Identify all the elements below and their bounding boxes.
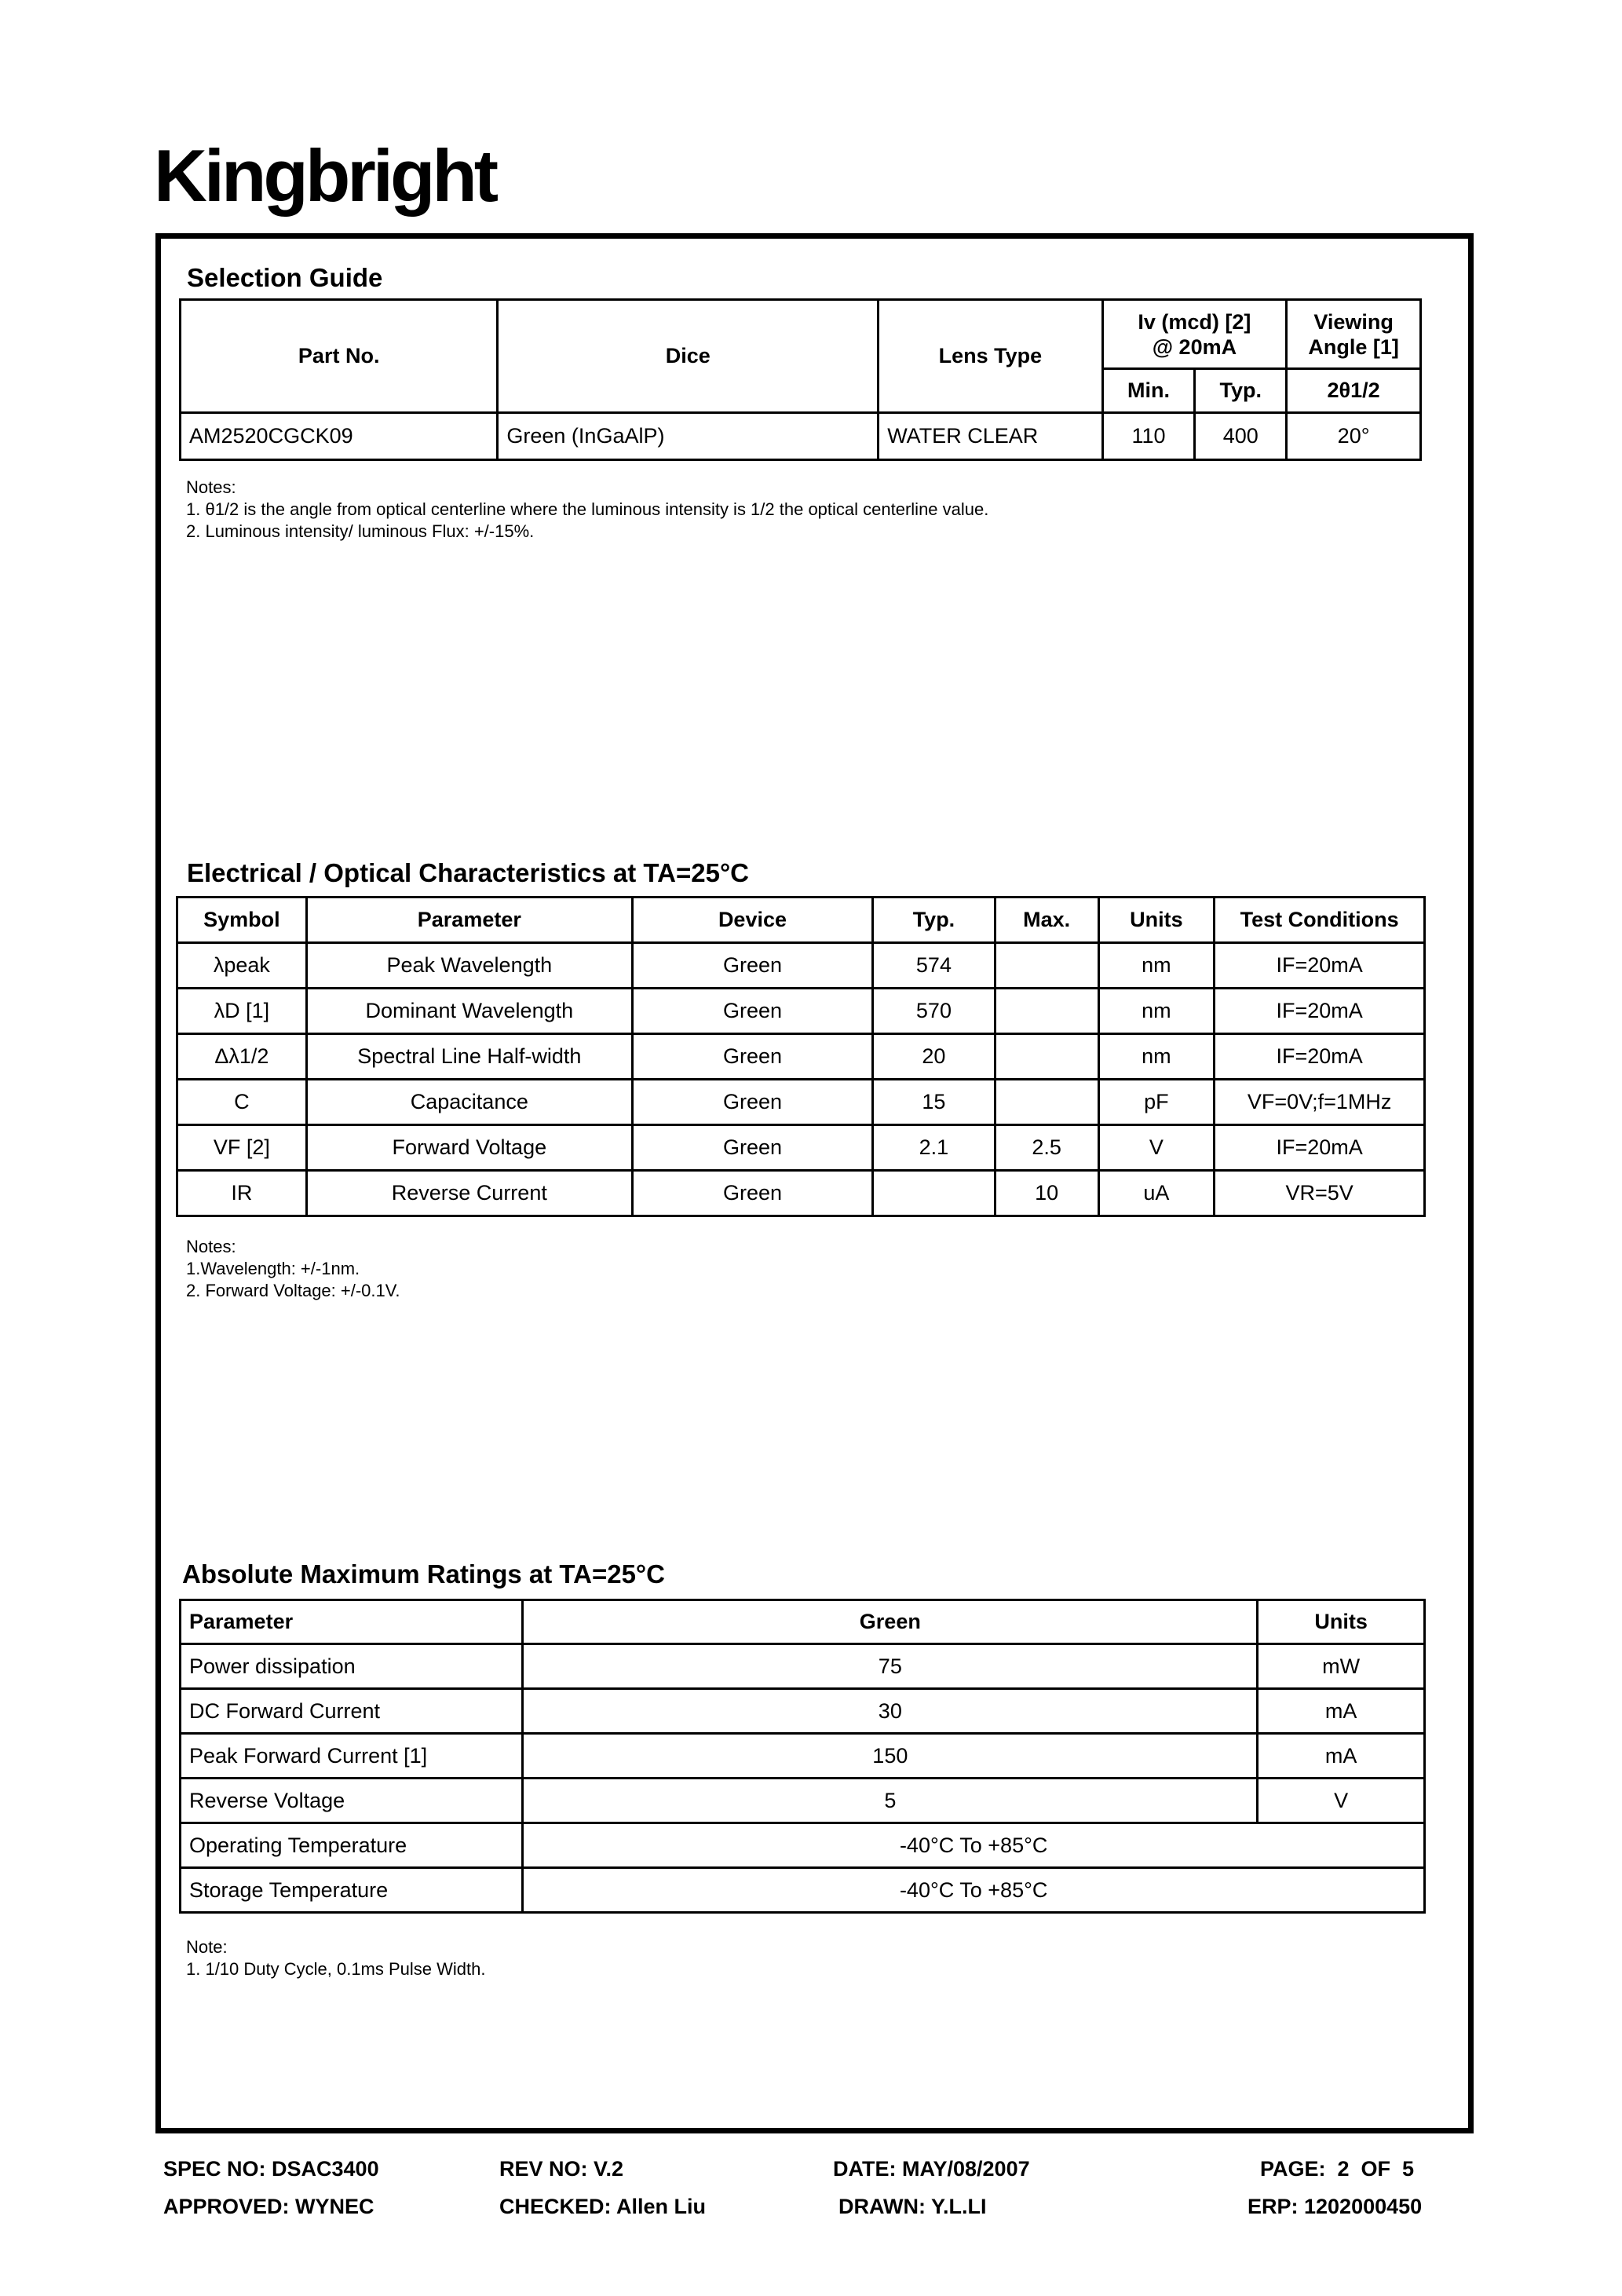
- table-cell: Peak Forward Current [1]: [181, 1734, 523, 1779]
- note-line: Notes:: [186, 1237, 236, 1256]
- note-line: 1. 1/10 Duty Cycle, 0.1ms Pulse Width.: [186, 1959, 486, 1979]
- header-iv: Iv (mcd) [2] @ 20mA: [1102, 300, 1287, 369]
- drawn: DRAWN: Y.L.LI: [838, 2195, 987, 2218]
- cell-angle: 20°: [1287, 413, 1421, 460]
- table-row: [177, 989, 1425, 1034]
- cell-typ: 400: [1195, 413, 1287, 460]
- table-cell: 30: [523, 1689, 1258, 1734]
- table-cell: 20: [873, 1034, 995, 1080]
- table-row: [177, 1034, 1425, 1080]
- table-cell: IR: [177, 1171, 307, 1216]
- table-cell: Operating Temperature: [181, 1823, 523, 1868]
- kingbright-logo: Kingbright: [154, 134, 496, 217]
- table-row: [181, 1644, 1425, 1689]
- table-row: [181, 1868, 1425, 1913]
- table-row: [181, 1734, 1425, 1779]
- table-cell: 150: [523, 1734, 1258, 1779]
- table-cell: 2.5: [995, 1125, 1098, 1171]
- cell-lens: WATER CLEAR: [879, 413, 1102, 460]
- absolute-title: Absolute Maximum Ratings at TA=25°C: [182, 1559, 665, 1589]
- table-cell: Reverse Current: [306, 1171, 632, 1216]
- table-cell: DC Forward Current: [181, 1689, 523, 1734]
- table-row: [177, 1080, 1425, 1125]
- header-dice: Dice: [498, 300, 879, 413]
- table-cell: mW: [1258, 1644, 1425, 1689]
- approved: APPROVED: WYNEC: [163, 2195, 374, 2218]
- note-line: 1.Wavelength: +/-1nm.: [186, 1259, 360, 1278]
- table-cell: -40°C To +85°C: [523, 1868, 1425, 1913]
- table-cell: IF=20mA: [1215, 1034, 1425, 1080]
- table-cell: nm: [1098, 1034, 1215, 1080]
- table-cell: Peak Wavelength: [306, 943, 632, 989]
- table-row: [177, 1125, 1425, 1171]
- cell-part-no: AM2520CGCK09: [181, 413, 498, 460]
- table-row: [181, 1823, 1425, 1868]
- absolute-header: Parameter: [181, 1600, 523, 1644]
- table-cell: V: [1098, 1125, 1215, 1171]
- table-cell: [873, 1171, 995, 1216]
- absolute-header: Green: [523, 1600, 1258, 1644]
- table-cell: VF=0V;f=1MHz: [1215, 1080, 1425, 1125]
- table-cell: Green: [632, 1080, 872, 1125]
- absolute-header: Units: [1258, 1600, 1425, 1644]
- spec-no: SPEC NO: DSAC3400: [163, 2157, 379, 2181]
- table-cell: [995, 989, 1098, 1034]
- table-cell: nm: [1098, 989, 1215, 1034]
- table-cell: 5: [523, 1779, 1258, 1823]
- table-cell: 2.1: [873, 1125, 995, 1171]
- note-line: 2. Forward Voltage: +/-0.1V.: [186, 1281, 400, 1300]
- table-header-row: [181, 1600, 1425, 1644]
- table-cell: Δλ1/2: [177, 1034, 307, 1080]
- table-cell: Green: [632, 943, 872, 989]
- table-cell: IF=20mA: [1215, 989, 1425, 1034]
- cell-dice: Green (InGaAlP): [498, 413, 879, 460]
- table-cell: Capacitance: [306, 1080, 632, 1125]
- table-cell: C: [177, 1080, 307, 1125]
- electrical-header: Typ.: [873, 898, 995, 943]
- note-line: Note:: [186, 1937, 228, 1957]
- table-cell: 570: [873, 989, 995, 1034]
- table-cell: Green: [632, 1034, 872, 1080]
- table-cell: 15: [873, 1080, 995, 1125]
- table-cell: Power dissipation: [181, 1644, 523, 1689]
- table-cell: Dominant Wavelength: [306, 989, 632, 1034]
- absolute-notes: [186, 1936, 486, 1980]
- table-cell: Storage Temperature: [181, 1868, 523, 1913]
- erp-number: ERP: 1202000450: [1248, 2195, 1423, 2218]
- selection-guide-table: [179, 298, 1422, 461]
- table-cell: VF [2]: [177, 1125, 307, 1171]
- electrical-header: Max.: [995, 898, 1098, 943]
- electrical-header: Units: [1098, 898, 1215, 943]
- table-cell: Spectral Line Half-width: [306, 1034, 632, 1080]
- date: DATE: MAY/08/2007: [833, 2157, 1030, 2181]
- table-row: [177, 1171, 1425, 1216]
- cell-min: 110: [1102, 413, 1195, 460]
- selection-notes: [186, 477, 988, 543]
- table-cell: [995, 1034, 1098, 1080]
- table-cell: uA: [1098, 1171, 1215, 1216]
- checked: CHECKED: Allen Liu: [499, 2195, 706, 2218]
- table-cell: λD [1]: [177, 989, 307, 1034]
- table-cell: Forward Voltage: [306, 1125, 632, 1171]
- header-typ: Typ.: [1195, 369, 1287, 413]
- electrical-header: Device: [632, 898, 872, 943]
- table-cell: nm: [1098, 943, 1215, 989]
- table-cell: λpeak: [177, 943, 307, 989]
- table-cell: Green: [632, 989, 872, 1034]
- table-cell: pF: [1098, 1080, 1215, 1125]
- table-cell: mA: [1258, 1734, 1425, 1779]
- electrical-table: [176, 896, 1426, 1217]
- table-row: [181, 413, 1421, 460]
- table-row: [181, 1689, 1425, 1734]
- rev-no: REV NO: V.2: [499, 2157, 624, 2181]
- note-line: 2. Luminous intensity/ luminous Flux: +/-15%.: [186, 521, 535, 541]
- page-number: PAGE: 2 OF 5: [1260, 2157, 1415, 2181]
- electrical-header: Symbol: [177, 898, 307, 943]
- note-line: Notes:: [186, 477, 236, 497]
- table-cell: mA: [1258, 1689, 1425, 1734]
- table-cell: [995, 943, 1098, 989]
- table-cell: 75: [523, 1644, 1258, 1689]
- header-part-no: Part No.: [181, 300, 498, 413]
- electrical-notes: [186, 1236, 400, 1302]
- absolute-table: [179, 1599, 1426, 1914]
- table-cell: Green: [632, 1171, 872, 1216]
- header-viewing-angle: Viewing Angle [1]: [1287, 300, 1421, 369]
- table-cell: VR=5V: [1215, 1171, 1425, 1216]
- table-cell: 574: [873, 943, 995, 989]
- header-theta: 2θ1/2: [1287, 369, 1421, 413]
- table-cell: 10: [995, 1171, 1098, 1216]
- table-cell: Reverse Voltage: [181, 1779, 523, 1823]
- table-cell: V: [1258, 1779, 1425, 1823]
- table-cell: IF=20mA: [1215, 1125, 1425, 1171]
- selection-guide-title: Selection Guide: [187, 263, 383, 292]
- table-row: [181, 1779, 1425, 1823]
- header-lens-type: Lens Type: [879, 300, 1102, 413]
- table-cell: Green: [632, 1125, 872, 1171]
- table-row: [177, 943, 1425, 989]
- header-min: Min.: [1102, 369, 1195, 413]
- table-cell: [995, 1080, 1098, 1125]
- table-cell: IF=20mA: [1215, 943, 1425, 989]
- electrical-header: Test Conditions: [1215, 898, 1425, 943]
- table-cell: -40°C To +85°C: [523, 1823, 1425, 1868]
- electrical-title: Electrical / Optical Characteristics at TA=25°C: [187, 858, 749, 887]
- note-line: 1. θ1/2 is the angle from optical centerline where the luminous intensity is 1/2 the optical centerline value.: [186, 499, 989, 519]
- electrical-header: Parameter: [306, 898, 632, 943]
